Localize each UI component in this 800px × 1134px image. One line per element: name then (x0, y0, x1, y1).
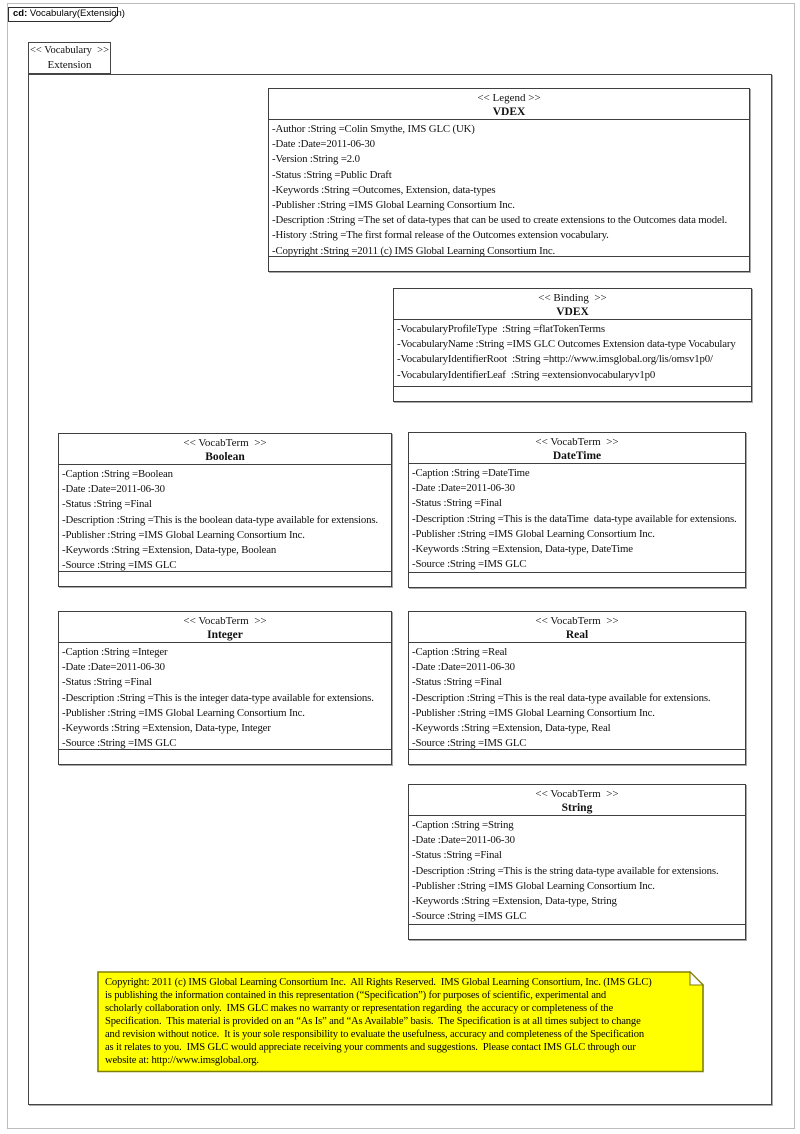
note-text-line: scholarly collaboration only. IMS GLC makes no warranty or representation regarding the accuracy or completeness of the (105, 1003, 614, 1014)
attribute-line: -Date :Date=2011-06-30 (62, 661, 165, 674)
attribute-line: -History :String =The first formal release of the Outcomes extension vocabulary. (272, 229, 609, 242)
operations-compartment-empty (409, 750, 745, 764)
attribute-line: -Caption :String =Integer (62, 646, 168, 658)
class-name: Integer (207, 629, 243, 641)
attribute-line: -VocabularyIdentifierLeaf :String =extensionvocabularyv1p0 (397, 368, 656, 381)
class-name: String (561, 802, 593, 814)
class-header (394, 289, 751, 320)
attribute-line: -Publisher :String =IMS Global Learning Consortium Inc. (412, 706, 655, 719)
attribute-line: -Source :String =IMS GLC (62, 559, 177, 572)
operations-compartment-empty (394, 387, 751, 401)
attribute-line: -Date :Date=2011-06-30 (412, 661, 515, 674)
class-box-vocabterm-datetime (408, 432, 746, 588)
attribute-line: -VocabularyProfileType :String =flatTokenTerms (397, 323, 605, 335)
package-name: Extension (47, 59, 92, 71)
package-stereotype: << Vocabulary >> (30, 45, 109, 56)
attribute-line: -Keywords :String =Extension, Data-type, Integer (62, 722, 271, 735)
attribute-line: -Publisher :String =IMS Global Learning Consortium Inc. (62, 528, 305, 541)
attribute-line: -Description :String =This is the integer data-type available for extensions. (62, 691, 374, 704)
class-name: Boolean (205, 451, 245, 463)
class-box-vocabterm-string (408, 784, 746, 940)
attribute-line: -Publisher :String =IMS Global Learning Consortium Inc. (412, 879, 655, 892)
attribute-line: -Caption :String =Boolean (62, 468, 173, 480)
note-text-line: Specification. This material is provided on an “As Is” and “As Available” basis. The Specification is at all times subject to change (105, 1016, 641, 1027)
attribute-line: -Description :String =This is the boolean data-type available for extensions. (62, 513, 378, 526)
class-name: VDEX (492, 106, 526, 118)
attribute-line: -Publisher :String =IMS Global Learning Consortium Inc. (412, 527, 655, 540)
attribute-line: -Status :String =Public Draft (272, 168, 392, 181)
attribute-line: -VocabularyIdentifierRoot :String =http://www.imsglobal.org/lis/omsv1p0/ (397, 353, 713, 366)
stereotype-label: << Legend >> (477, 92, 541, 104)
diagram-frame-tab (8, 7, 125, 22)
attribute-line: -Source :String =IMS GLC (62, 737, 177, 750)
operations-compartment-empty (409, 925, 745, 939)
attribute-line: -Date :Date=2011-06-30 (62, 483, 165, 496)
attribute-line: -Description :String =This is the dataTime data-type available for extensions. (412, 512, 737, 525)
attribute-line: -Source :String =IMS GLC (412, 737, 527, 750)
frame-tab-label: Vocabulary(Extension) (27, 8, 125, 19)
attribute-line: -Keywords :String =Extension, Data-type, DateTime (412, 543, 633, 556)
note-text-line: website at: http://www.imsglobal.org. (105, 1055, 259, 1066)
note-text (105, 976, 694, 1067)
class-header (59, 434, 391, 465)
stereotype-label: << VocabTerm >> (535, 436, 619, 448)
attribute-line: -Version :String =2.0 (272, 153, 360, 166)
attribute-line: -Status :String =Final (412, 676, 502, 689)
attribute-line: -Date :Date=2011-06-30 (412, 482, 515, 495)
attribute-line: -Publisher :String =IMS Global Learning Consortium Inc. (62, 706, 305, 719)
class-box-binding-vdex (393, 288, 752, 402)
attribute-line: -Caption :String =String (412, 819, 514, 831)
attribute-line: -Date :Date=2011-06-30 (412, 834, 515, 847)
class-box-legend-vdex (268, 88, 750, 272)
note-text-line: Copyright: 2011 (c) IMS Global Learning Consortium Inc. All Rights Reserved. IMS Global Learning Consortium, Inc. (IMS GLC) (105, 977, 652, 988)
package-tab-extension (28, 42, 111, 74)
attribute-line: -Caption :String =DateTime (412, 467, 530, 479)
note-text-line: is publishing the information contained in this representation (“Specification”) for purposes of scientific, experimental and (105, 990, 607, 1001)
class-header (59, 612, 391, 643)
operations-compartment-empty (269, 257, 749, 271)
attribute-line: -Description :String =This is the real data-type available for extensions. (412, 691, 711, 704)
note-text-line: as it relates to you. IMS GLC would appreciate receiving your comments and suggestions. Please contact IMS GLC through our (105, 1042, 636, 1053)
class-header (409, 785, 745, 816)
attributes-compartment (59, 465, 391, 572)
attribute-line: -Caption :String =Real (412, 646, 508, 658)
attribute-line: -Description :String =The set of data-types that can be used to create extensions to the Outcomes data model. (272, 214, 728, 227)
attribute-line: -Author :String =Colin Smythe, IMS GLC (UK) (272, 123, 475, 135)
attribute-line: -Status :String =Final (62, 676, 152, 689)
stereotype-label: << Binding >> (538, 292, 607, 304)
attribute-line: -Date :Date=2011-06-30 (272, 138, 375, 151)
class-box-vocabterm-integer (58, 611, 392, 765)
class-name: DateTime (552, 450, 602, 462)
attribute-line: -Source :String =IMS GLC (412, 558, 527, 571)
class-header (409, 433, 745, 464)
class-name: VDEX (556, 306, 589, 318)
operations-compartment-empty (59, 750, 391, 764)
attribute-line: -Status :String =Final (62, 498, 152, 511)
attributes-compartment (394, 320, 751, 387)
stereotype-label: << VocabTerm >> (183, 437, 267, 449)
stereotype-label: << VocabTerm >> (183, 615, 267, 627)
attribute-line: -Status :String =Final (412, 497, 502, 510)
attribute-line: -Keywords :String =Extension, Data-type, String (412, 895, 617, 908)
attributes-compartment (269, 120, 749, 257)
attribute-line: -Copyright :String =2011 (c) IMS Global Learning Consortium Inc. (272, 244, 556, 257)
attribute-line: -Keywords :String =Extension, Data-type, Real (412, 722, 611, 735)
attributes-compartment (409, 643, 745, 750)
attributes-compartment (59, 643, 391, 750)
class-header (409, 612, 745, 643)
attribute-line: -Keywords :String =Extension, Data-type, Boolean (62, 544, 277, 557)
stereotype-label: << VocabTerm >> (535, 788, 619, 800)
class-name: Real (565, 629, 589, 641)
operations-compartment-empty (59, 572, 391, 586)
class-box-vocabterm-boolean (58, 433, 392, 587)
copyright-note (97, 971, 704, 1073)
operations-compartment-empty (409, 573, 745, 587)
attribute-line: -Keywords :String =Outcomes, Extension, data-types (272, 183, 496, 196)
note-text-line: and revision without notice. It is your sole responsibility to evaluate the usefulness, accuracy and completeness of the Specification (105, 1029, 645, 1040)
attribute-line: -Source :String =IMS GLC (412, 910, 527, 923)
attribute-line: -Status :String =Final (412, 849, 502, 862)
attribute-line: -Description :String =This is the string data-type available for extensions. (412, 864, 719, 877)
attributes-compartment (409, 464, 745, 573)
class-header (269, 89, 749, 120)
attribute-line: -Publisher :String =IMS Global Learning Consortium Inc. (272, 199, 515, 212)
frame-tab-title (13, 8, 125, 20)
class-box-vocabterm-real (408, 611, 746, 765)
attributes-compartment (409, 816, 745, 925)
stereotype-label: << VocabTerm >> (535, 615, 619, 627)
frame-tab-prefix: cd: (13, 8, 28, 19)
attribute-line: -VocabularyName :String =IMS GLC Outcomes Extension data-type Vocabulary (397, 338, 736, 351)
